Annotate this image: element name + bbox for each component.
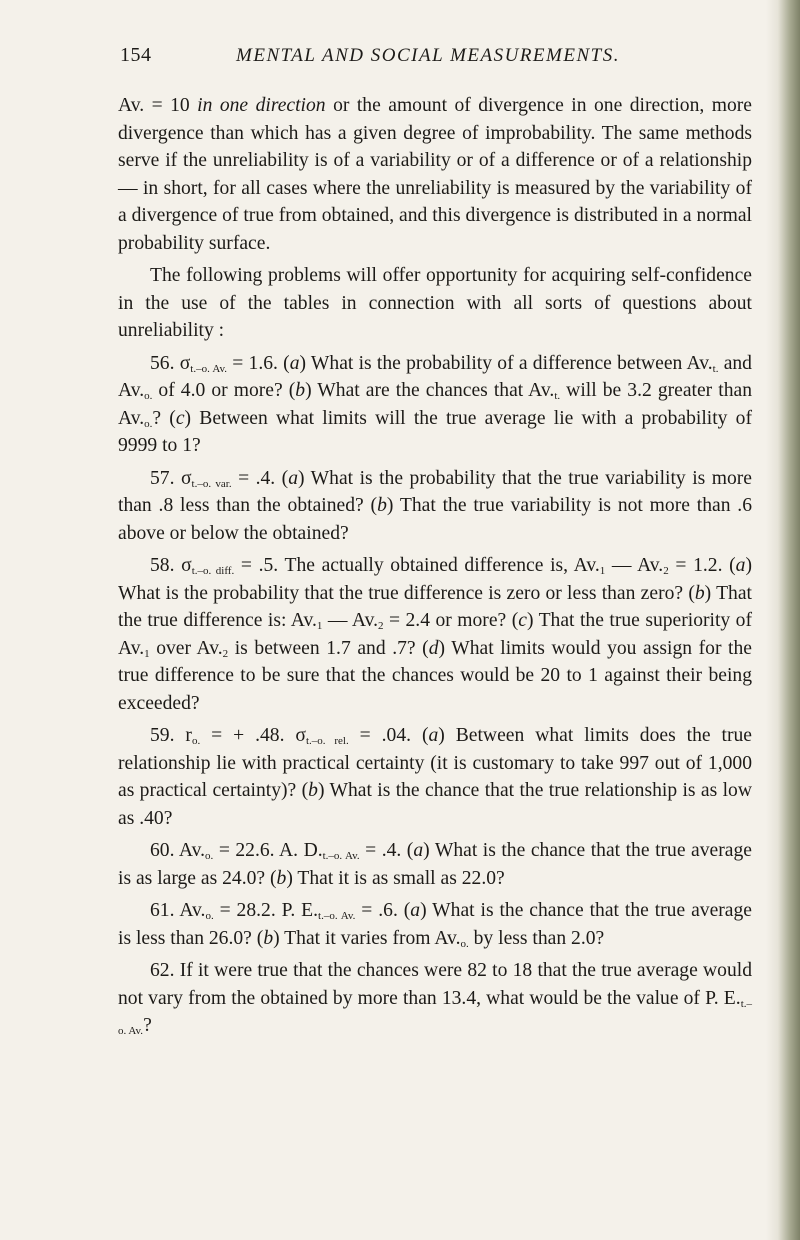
paragraph-continued: Av. = 10 in one direction or the amount of divergence in one direction, more divergence than which has a given degree of improbability. The same methods serve if the unreliability is of a variability or of a difference or of a relationship — in short, for all cases where the unreliability is measured by the variability of a divergence of true from obtained, and this divergence is distributed in a normal probability surface. bbox=[118, 95, 752, 254]
page-number: 154 bbox=[120, 44, 152, 66]
problem-60: 60. $Av._{o.} = 22.6$. A. $D._{t.-o. Av.} = .4$. (a) What is the chance that the true average is as large as 24.0? (b) That it is as small as 22.0? bbox=[118, 840, 752, 889]
body-text bbox=[118, 92, 752, 1045]
page-edge-shadow bbox=[766, 0, 800, 1240]
problem-62: 62. If it were true that the chances were 82 to 18 that the true average would not vary from the obtained by more than 13.4, what would be the value of P. $E._{t.-o. Av.}$? bbox=[118, 960, 752, 1037]
problem-59: 59. $r_{o.}$ = + .48. $\sigma_{t.-o. rel.} = .04$. (a) Between what limits does the true relationship lie with practical certainty (it is customary to take 997 out of 1,000 as practical certainty)? (b) What is the chance that the true relationship is as low as .40? bbox=[118, 725, 752, 829]
problem-58: 58. $\sigma_{t.-o. diff.} = .5$. The actually obtained difference is, $Av._1$ — $Av._2 = 1.2$. (a) What is the probability that the true difference is zero or less than zero? (b) That the true difference is: $Av._1$ — $Av._2 = 2.4$ or more? (c) That the true superiority of $Av._1$ over $Av._2$ is between 1.7 and .7? (d) What limits would you assign for the true difference to be sure that the chances would be 20 to 1 against their being exceeded? bbox=[118, 555, 753, 714]
problem-57: 57. $\sigma_{t.-o. var.} = .4$. (a) What is the probability that the true variability is more than .8 less than the obtained? (b) That the true variability is not more than .6 above or below the obtained? bbox=[118, 467, 753, 544]
paragraph-intro-problems: The following problems will offer opportunity for acquiring self-confidence in the use of the tables in connection with all sorts of questions about unreliability : bbox=[118, 265, 752, 341]
problem-56: 56. $\sigma_{t.-o. Av.} = 1.6$. (a) What is the probability of a difference between $Av._{t.}$ and $Av._{o.}$ of 4.0 or more? (b) What are the chances that $Av._{t.}$ will be 3.2 greater than $Av._{o.}$? (c) Between what limits will the true average lie with a probability of 9999 to 1? bbox=[118, 352, 752, 456]
problem-61: 61. $Av._{o.} = 28.2$. P. $E._{t.-o. Av.} = .6$. (a) What is the chance that the true average is less than 26.0? (b) That it varies from $Av._{o.}$ by less than 2.0? bbox=[118, 900, 752, 950]
running-head: MENTAL AND SOCIAL MEASUREMENTS. bbox=[236, 45, 620, 66]
page-header bbox=[118, 44, 738, 74]
